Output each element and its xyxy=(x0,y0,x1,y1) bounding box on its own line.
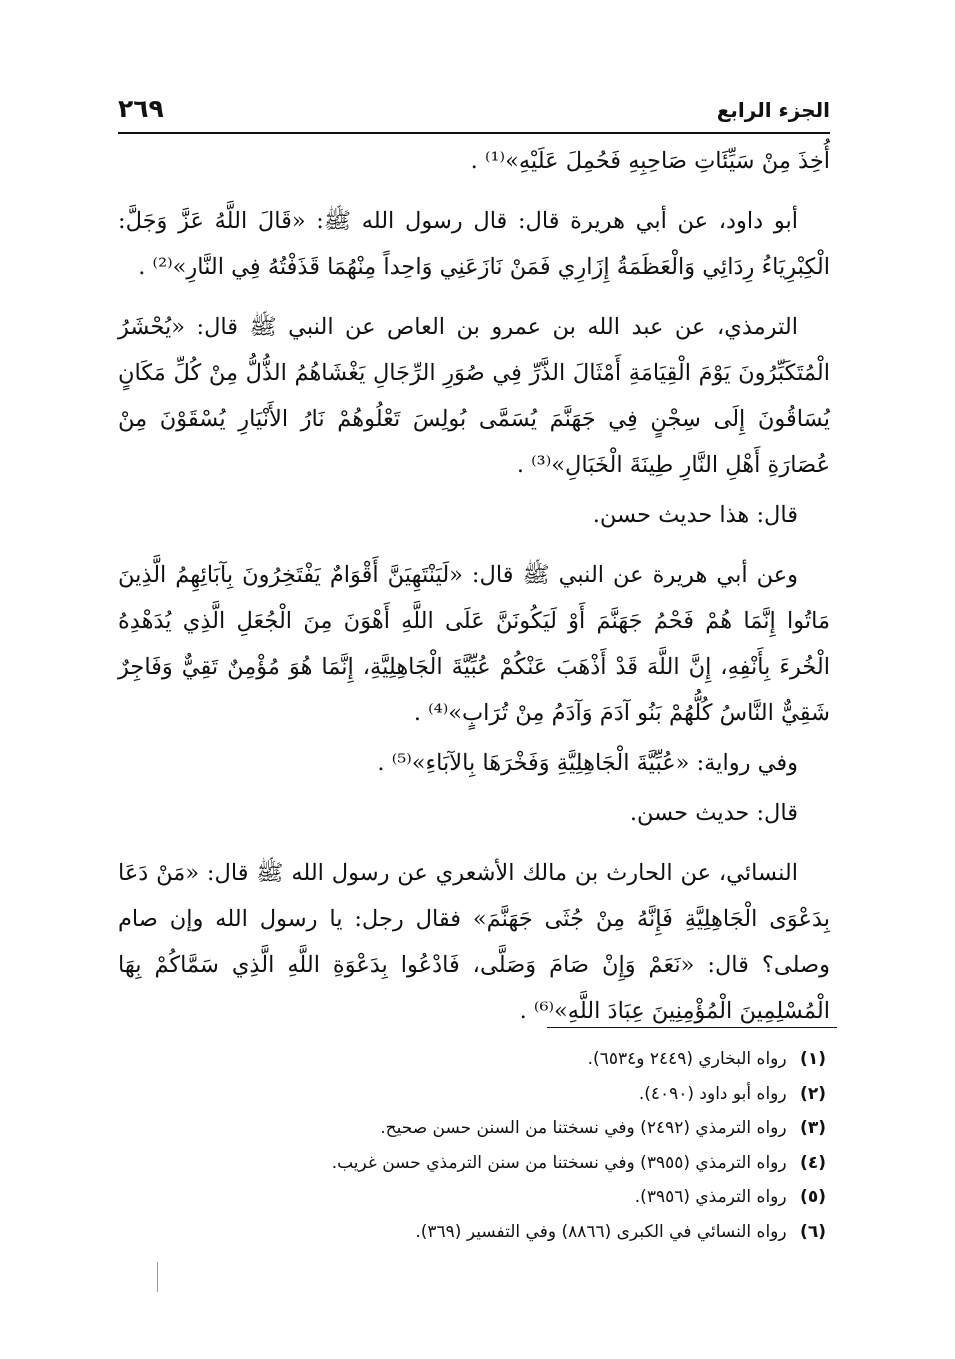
main-text xyxy=(118,138,830,1034)
footnote-text: رواه الترمذي (٢٤٩٢) وفي نسختنا من السنن حسن صحيح. xyxy=(380,1118,787,1138)
footnote-number: (٥) xyxy=(800,1187,826,1207)
footnote-item xyxy=(118,1042,830,1077)
footnote-text: رواه الترمذي (٣٩٥٥) وفي نسختنا من سنن الترمذي حسن غريب. xyxy=(331,1152,787,1173)
footnote-item xyxy=(118,1146,830,1181)
page-number: ٢٦٩ xyxy=(118,94,164,123)
paragraph-grading-2: قال: حديث حسن. xyxy=(629,800,798,826)
footnotes xyxy=(118,1042,830,1249)
footnote-text: رواه النسائي في الكبرى (٨٨٦٦) وفي التفسير (٣٦٩). xyxy=(415,1221,787,1242)
footnote-separator xyxy=(547,1027,837,1028)
paragraph-abu-dawud: أبو داود، عن أبي هريرة قال: قال رسول الله ﷺ: «قَالَ اللَّهُ عَزَّ وَجَلَّ: الْكِبْرِيَاءُ رِدَائِي وَالْعَظَمَةُ إِزَارِي فَمَنْ نَازَعَنِي وَاحِداً مِنْهُمَا قَذَفْتُهُ فِي النَّارِ»⁽²⁾ . xyxy=(118,208,830,280)
footnote-text: رواه الترمذي (٣٩٥٦). xyxy=(634,1187,787,1207)
footnote-text: رواه البخاري (٢٤٤٩ و٦٥٣٤). xyxy=(587,1049,787,1069)
footnote-number: (٢) xyxy=(800,1083,826,1104)
footnote-item xyxy=(118,1215,830,1250)
footnote-text: رواه أبو داود (٤٠٩٠). xyxy=(638,1083,787,1104)
paragraph-continuation: أُخِذَ مِنْ سَيِّئَاتِ صَاحِبِهِ فَحُمِلَ عَلَيْهِ»⁽¹⁾ . xyxy=(470,148,830,174)
footnote-number: (٦) xyxy=(800,1221,826,1242)
footnote-number: (٤) xyxy=(800,1152,826,1173)
paragraph-tirmidhi: الترمذي، عن عبد الله بن عمرو بن العاص عن النبي ﷺ قال: «يُحْشَرُ الْمُتَكَبِّرُونَ يَوْمَ الْقِيَامَةِ أَمْثَالَ الذَّرِّ فِي صُوَرِ الرِّجَالِ يَغْشَاهُمُ الذُّلُّ مِنْ كُلِّ مَكَانٍ يُسَاقُونَ إِلَى سِجْنٍ فِي جَهَنَّمَ يُسَمَّى بُولِسَ تَعْلُوهُمْ نَارُ الأَنْيَارِ يُسْقَوْنَ مِنْ عُصَارَةِ أَهْلِ النَّارِ طِينَةَ الْخَبَالِ»⁽³⁾ . xyxy=(118,314,830,478)
running-head: الجزء الرابع xyxy=(716,98,830,122)
footnote-item xyxy=(118,1111,830,1146)
footnote-number: (١) xyxy=(800,1049,826,1069)
page-header xyxy=(118,92,830,134)
paragraph-riwaya: وفي رواية: «عُبِّيَّةَ الْجَاهِلِيَّةِ وَفَخْرَهَا بِالآبَاءِ»⁽⁵⁾ . xyxy=(377,750,798,776)
paragraph-grading: قال: هذا حديث حسن. xyxy=(592,502,798,528)
paragraph-abu-hurayra: وعن أبي هريرة عن النبي ﷺ قال: «لَيَنْتَهِيَنَّ أَقْوَامٌ يَفْتَخِرُونَ بِآبَائِهِمُ الَّذِينَ مَاتُوا إِنَّمَا هُمْ فَحْمُ جَهَنَّمَ أَوْ لَيَكُونَنَّ عَلَى اللَّهِ أَهْوَنَ مِنَ الْجُعَلِ الَّذِي يُدَهْدِهُ الْخُرءَ بِأَنْفِهِ، إِنَّ اللَّهَ قَدْ أَذْهَبَ عَنْكُمْ عُبِّيَّةَ الْجَاهِلِيَّةِ، إِنَّمَا هُوَ مُؤْمِنٌ تَقِيٌّ وَفَاجِرٌ شَقِيٌّ النَّاسُ كُلُّهُمْ بَنُو آدَمَ وَآدَمُ مِنْ تُرَابٍ»⁽⁴⁾ . xyxy=(118,562,830,726)
scan-artifact-mark xyxy=(157,1262,158,1292)
footnote-number: (٣) xyxy=(800,1118,826,1138)
footnote-item xyxy=(118,1077,830,1112)
paragraph-nasai: النسائي، عن الحارث بن مالك الأشعري عن رسول الله ﷺ قال: «مَنْ دَعَا بِدَعْوَى الْجَاهِلِيَّةِ فَإِنَّهُ مِنْ جُثَى جَهَنَّمَ» فقال رجل: يا رسول الله وإن صام وصلى؟ قال: «نَعَمْ وَإِنْ صَامَ وَصَلَّى، فَادْعُوا بِدَعْوَةِ اللَّهِ الَّذِي سَمَّاكُمْ بِهَا الْمُسْلِمِينَ الْمُؤْمِنِينَ عِبَادَ اللَّهِ»⁽⁶⁾ . xyxy=(118,860,830,1024)
footnote-item xyxy=(118,1180,830,1215)
